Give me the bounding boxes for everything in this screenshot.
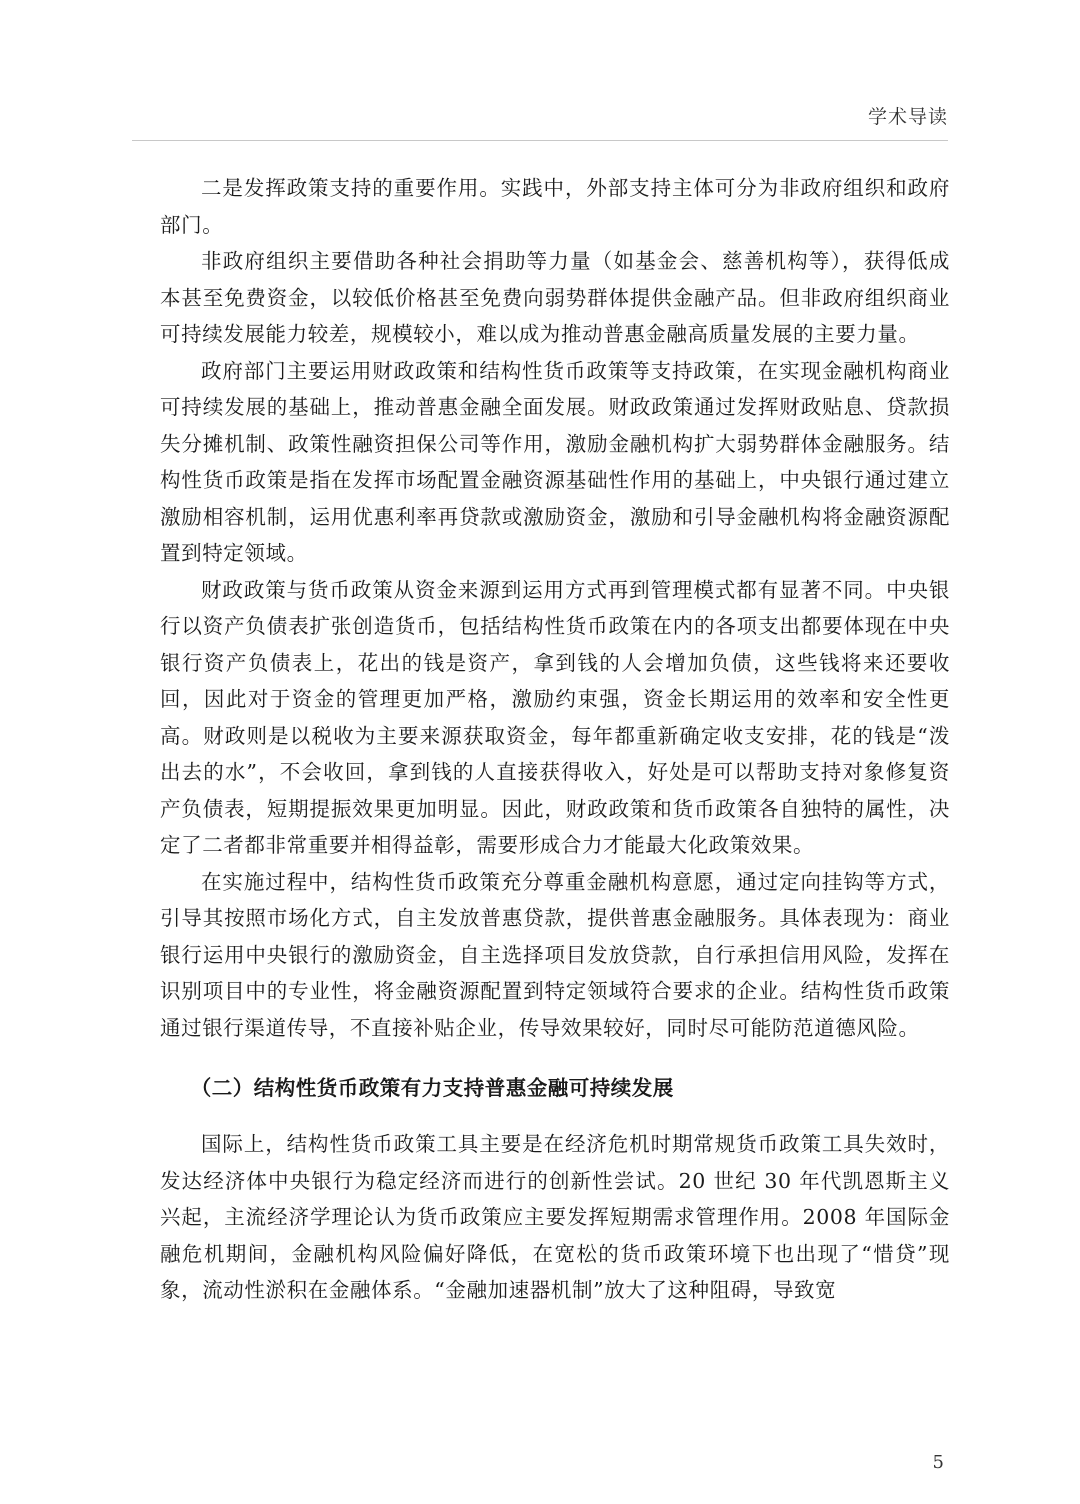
- paragraph: 在实施过程中，结构性货币政策充分尊重金融机构意愿，通过定向挂钩等方式，引导其按照市场化方式，自主发放普惠贷款，提供普惠金融服务。具体表现为：商业银行运用中央银行的激励资金，自主选择项目发放贷款，自行承担信用风险，发挥在识别项目中的专业性，将金融资源配置到特定领域符合要求的企业。结构性货币政策通过银行渠道传导，不直接补贴企业，传导效果较好，同时尽可能防范道德风险。: [160, 869, 950, 1040]
- page-number: 5: [932, 1452, 944, 1473]
- header-rule: [132, 140, 948, 141]
- paragraph: 二是发挥政策支持的重要作用。实践中，外部支持主体可分为非政府组织和政府部门。: [160, 176, 950, 237]
- paragraph: 国际上，结构性货币政策工具主要是在经济危机时期常规货币政策工具失效时，发达经济体中央银行为稳定经济而进行的创新性尝试。20 世纪 30 年代凯恩斯主义兴起，主流经济学理论认为货币政策应主要发挥短期需求管理作用。2008 年国际金融危机期间，金融机构风险偏好降低，在宽松的货币政策环境下也出现了“惜贷”现象，流动性淤积在金融体系。“金融加速器机制”放大了这种阻碍，导致宽: [160, 1132, 950, 1302]
- paragraph: 财政政策与货币政策从资金来源到运用方式再到管理模式都有显著不同。中央银行以资产负债表扩张创造货币，包括结构性货币政策在内的各项支出都要体现在中央银行资产负债表上，花出的钱是资产，拿到钱的人会增加负债，这些钱将来还要收回，因此对于资金的管理更加严格，激励约束强，资金长期运用的效率和安全性更高。财政则是以税收为主要来源获取资金，每年都重新确定收支安排，花的钱是“泼出去的水”，不会收回，拿到钱的人直接获得收入，好处是可以帮助支持对象修复资产负债表，短期提振效果更加明显。因此，财政政策和货币政策各自独特的属性，决定了二者都非常重要并相得益彰，需要形成合力才能最大化政策效果。: [160, 577, 950, 857]
- body-text: [160, 170, 950, 1309]
- section-heading: （二）结构性货币政策有力支持普惠金融可持续发展: [190, 1076, 674, 1100]
- paragraph: 非政府组织主要借助各种社会捐助等力量（如基金会、慈善机构等），获得低成本甚至免费资金，以较低价格甚至免费向弱势群体提供金融产品。但非政府组织商业可持续发展能力较差，规模较小，难以成为推动普惠金融高质量发展的主要力量。: [160, 249, 950, 346]
- paragraph: 政府部门主要运用财政政策和结构性货币政策等支持政策，在实现金融机构商业可持续发展的基础上，推动普惠金融全面发展。财政政策通过发挥财政贴息、贷款损失分摊机制、政策性融资担保公司等作用，激励金融机构扩大弱势群体金融服务。结构性货币政策是指在发挥市场配置金融资源基础性作用的基础上，中央银行通过建立激励相容机制，运用优惠利率再贷款或激励资金，激励和引导金融机构将金融资源配置到特定领域。: [160, 358, 950, 565]
- running-header: 学术导读: [867, 106, 948, 128]
